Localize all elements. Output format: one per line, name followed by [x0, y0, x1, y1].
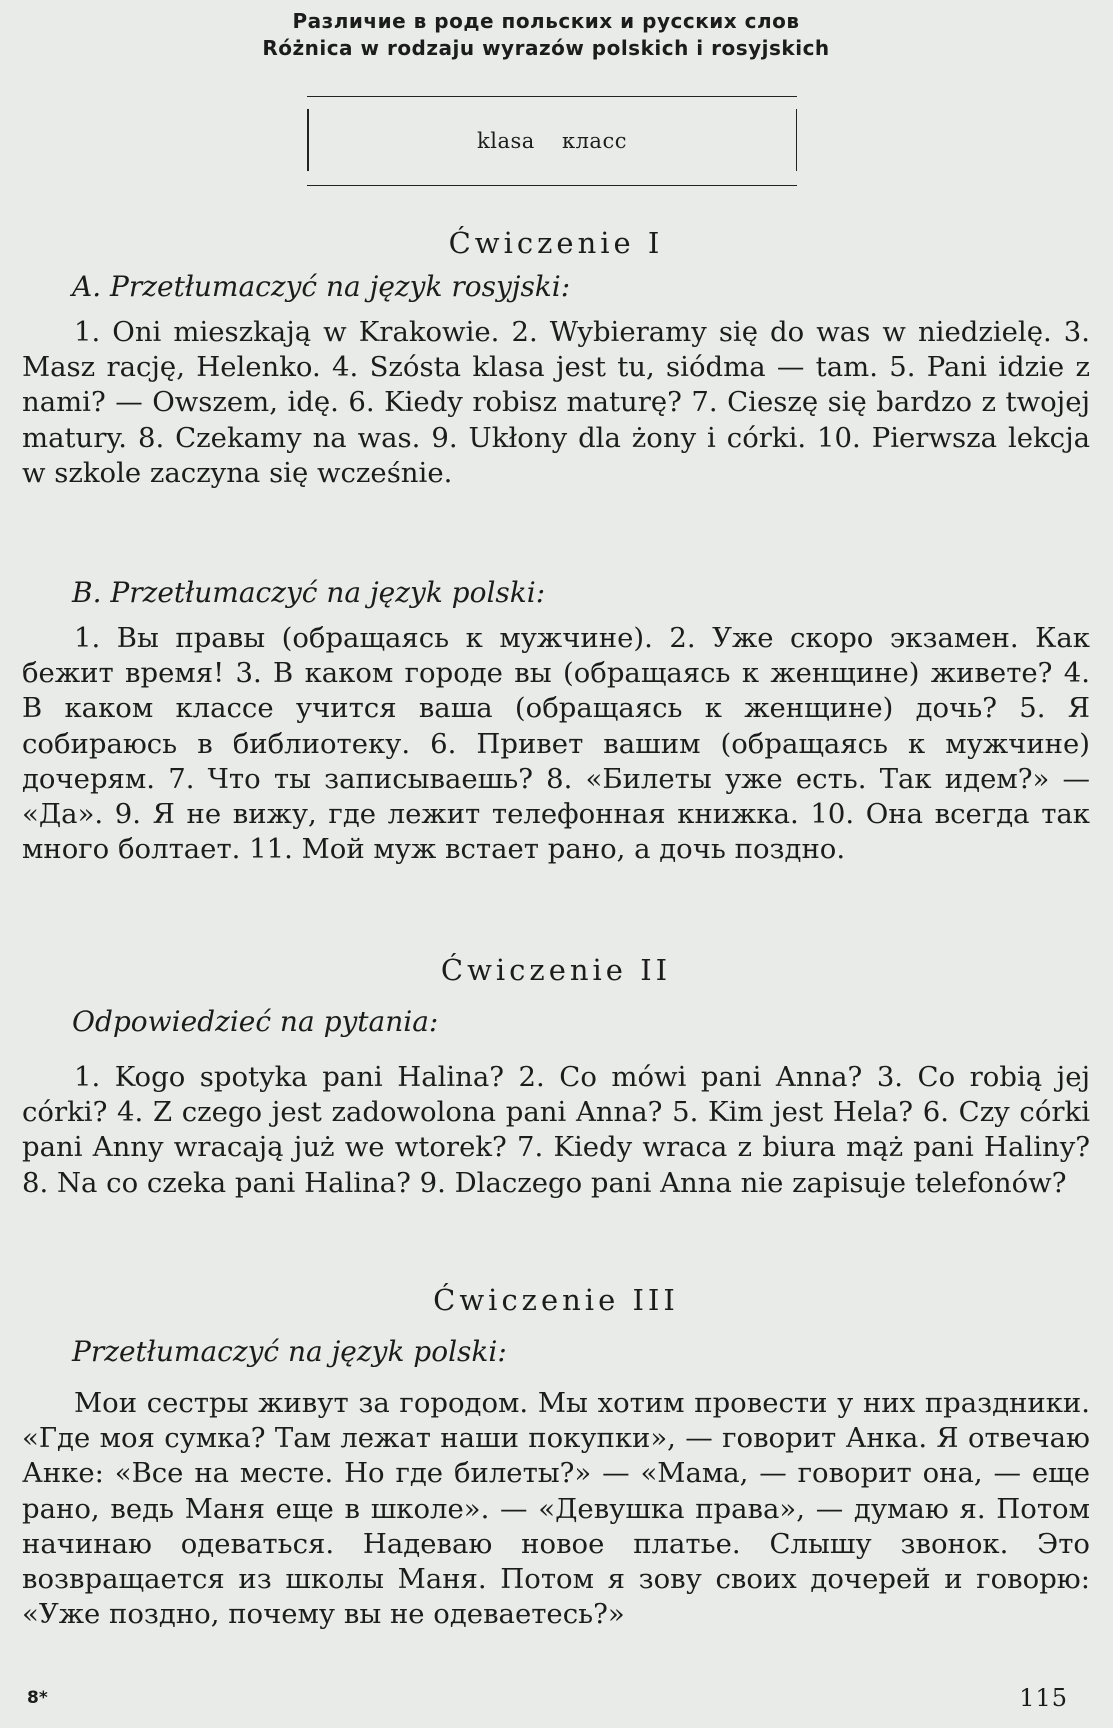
page-header — [2, 8, 1090, 62]
page-number: 115 — [1019, 1684, 1068, 1712]
header-russian: Различие в роде польских и русских слов — [292, 9, 800, 33]
exercise-1b-text: 1. Вы правы (обращаясь к мужчине). 2. Уже скоро экзамен. Как бежит время! 3. В каком городе вы (обращаясь к женщине) живете? 4. В каком классе учится ваша (обращаясь к женщине) дочь? 5. Я собираюсь в библиотеку. 6. Привет вашим (обращаясь к мужчине) дочерям. 7. Что ты записываешь? 8. «Билеты уже есть. Так идем?» — «Да». 9. Я не вижу, где лежит телефонная книжка. 10. Она всегда так много болтает. 11. Мой муж встает рано, а дочь поздно. — [22, 622, 1090, 866]
exercise-1-title: Ćwiczenie I — [448, 226, 664, 260]
exercise-3-text: Мои сестры живут за городом. Мы хотим провести у них праздники. «Где моя сумка? Там лежат наши покупки», — говорит Анка. Я отвечаю Анке: «Все на месте. Но где билеты?» — «Мама, — говорит она, — еще рано, ведь Маня еще в школе». — «Девушка права», — думаю я. Потом начинаю одеваться. Надеваю новое платье. Слышу звонок. Это возвращается из школы Маня. Потом я зову своих дочерей и говорю: «Уже поздно, почему вы не одеваетесь?» — [22, 1387, 1090, 1631]
exercise-1a-text: 1. Oni mieszkają w Krakowie. 2. Wybieramy się do was w niedzielę. 3. Masz rację, Helenko. 4. Szósta klasa jest tu, siódma — tam. 5. Pani idzie z nami? — Owszem, idę. 6. Kiedy robisz maturę? 7. Cieszę się bardzo z twojej matury. 8. Czekamy na was. 9. Ukłony dla żony i córki. 10. Pierwsza lekcja w szkole zaczyna się wcześnie. — [22, 316, 1090, 489]
exercise-3-instruction: Przetłumaczyć na język polski: — [72, 1335, 507, 1368]
table-row — [307, 129, 797, 153]
exercise-2-title: Ćwiczenie II — [440, 953, 672, 987]
exercise-1b-instruction: B. Przetłumaczyć na język polski: — [72, 576, 546, 609]
exercise-2-instruction: Odpowiedzieć na pytania: — [72, 1005, 439, 1038]
header-polish: Różnica w rodzaju wyrazów polskich i rosyjskich — [262, 36, 830, 60]
exercise-3-title: Ćwiczenie III — [433, 1283, 679, 1317]
exercise-2-text: 1. Kogo spotyka pani Halina? 2. Co mówi pani Anna? 3. Co robią jej córki? 4. Z czego jest zadowolona pani Anna? 5. Kim jest Hela? 6. Czy córki pani Anny wracają już we wtorek? 7. Kiedy wraca z biura mąż pani Haliny? 8. Na co czeka pani Halina? 9. Dlaczego pani Anna nie zapisuje telefonów? — [22, 1061, 1090, 1199]
book-page — [22, 8, 1090, 1720]
table-russian-word: класс — [561, 129, 627, 153]
exercise-1a-instruction: A. Przetłumaczyć na język rosyjski: — [72, 270, 571, 303]
table-polish-word: klasa — [477, 129, 535, 153]
signature-mark: 8* — [27, 1688, 48, 1708]
comparison-table — [307, 96, 797, 186]
